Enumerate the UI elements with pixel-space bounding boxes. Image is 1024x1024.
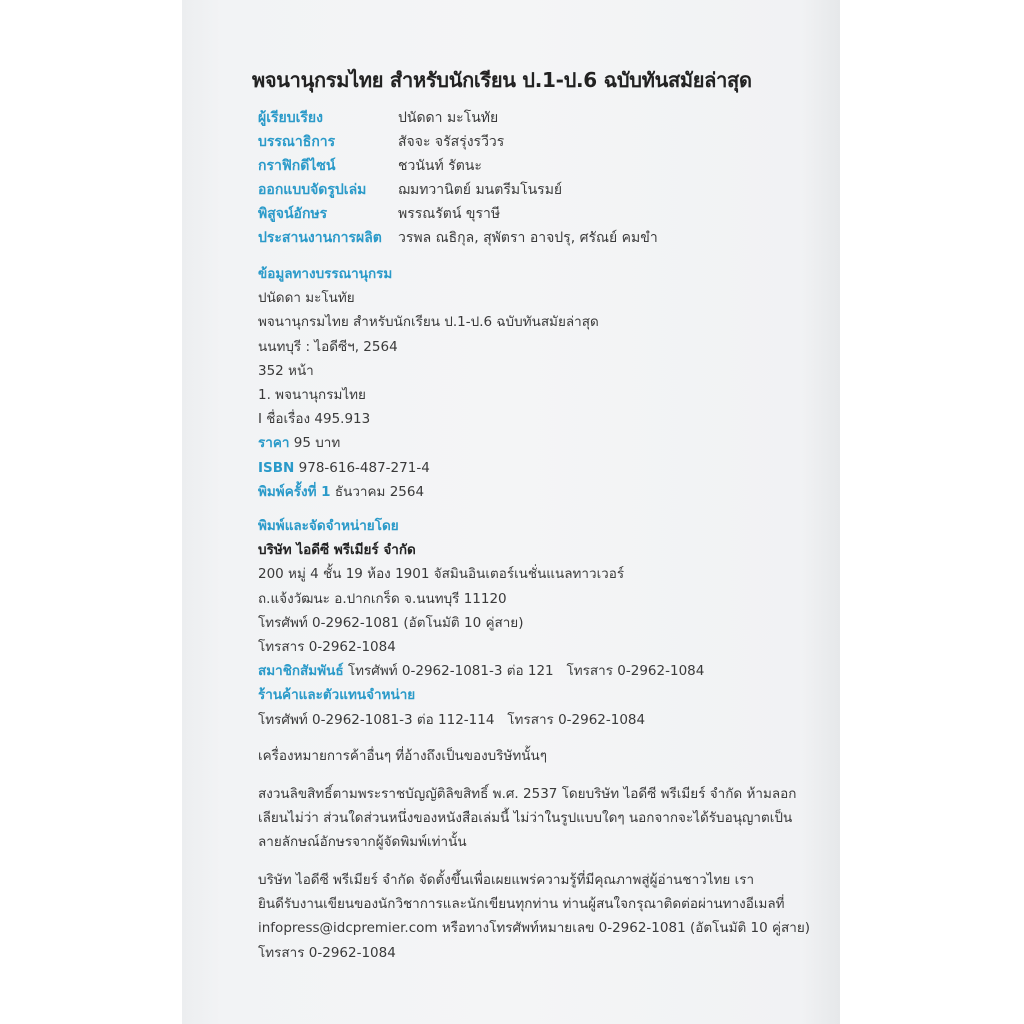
dealers-label: ร้านค้าและตัวแทนจำหน่าย <box>258 687 416 704</box>
credit-row <box>258 202 658 226</box>
catalog-subject: 1. พจนานุกรมไทย <box>258 386 366 403</box>
publisher-address-1: 200 หมู่ 4 ชั้น 19 ห้อง 1901 จัสมินอินเตอร์เนชั่นแนลทาวเวอร์ <box>258 566 625 583</box>
publisher-name: บริษัท ไอดีซี พรีเมียร์ จำกัด <box>258 542 416 559</box>
credit-role: ประสานงานการผลิต <box>258 230 382 246</box>
about-line: โทรสาร 0-2962-1084 <box>258 944 396 961</box>
catalog-isbn <box>258 456 599 480</box>
book-title: พจนานุกรมไทย สำหรับนักเรียน ป.1-ป.6 ฉบับทันสมัยล่าสุด <box>252 68 752 92</box>
copyright-line: สงวนลิขสิทธิ์ตามพระราชบัญญัติลิขสิทธิ์ พ.ศ. 2537 โดยบริษัท ไอดีซี พรีเมียร์ จำกัด ห้ามลอก <box>258 786 797 802</box>
credit-row <box>258 226 658 250</box>
credit-name: ชวนันท์ รัตนะ <box>398 158 482 174</box>
credit-row <box>258 130 658 154</box>
credits-list <box>258 106 658 250</box>
members-contact <box>258 659 704 683</box>
credit-name: ฌมทวานิตย์ มนตรีมโนรมย์ <box>398 182 563 198</box>
isbn-value: 978-616-487-271-4 <box>298 459 430 476</box>
credit-name: พรรณรัตน์ ขุราษี <box>398 206 501 222</box>
credit-name: สัจจะ จรัสรุ่งรวีวร <box>398 134 505 150</box>
publisher-section <box>258 514 704 732</box>
catalog-price <box>258 431 599 455</box>
copyright-line: เลียนไม่ว่า ส่วนใดส่วนหนึ่งของหนังสือเล่มนี้ ไม่ว่าในรูปแบบใดๆ นอกจากจะได้รับอนุญาตเป็น <box>258 810 793 827</box>
edition-value: ธันวาคม 2564 <box>334 483 425 500</box>
members-contact-text: โทรศัพท์ 0-2962-1081-3 ต่อ 121 โทรสาร 0-2962-1084 <box>347 663 705 680</box>
credit-name: วรพล ณธิกุล, สุพัตรา อาจปรุ, ศรัณย์ คมขำ <box>398 230 658 246</box>
members-label: สมาชิกสัมพันธ์ <box>258 663 344 680</box>
catalog-edition <box>258 480 599 504</box>
credit-role: บรรณาธิการ <box>258 134 336 150</box>
trademark-note: เครื่องหมายการค้าอื่นๆ ที่อ้างถึงเป็นของบริษัทนั้นๆ <box>258 748 547 764</box>
credit-role: พิสูจน์อักษร <box>258 206 328 222</box>
publisher-phone: โทรศัพท์ 0-2962-1081 (อัตโนมัติ 10 คู่สาย) <box>258 614 524 631</box>
catalog-imprint: นนทบุรี : ไอดีซีฯ, 2564 <box>258 338 398 355</box>
copyright-line: ลายลักษณ์อักษรจากผู้จัดพิมพ์เท่านั้น <box>258 834 467 851</box>
about-line: ยินดีรับงานเขียนของนักวิชาการและนักเขียนทุกท่าน ท่านผู้สนใจกรุณาติดต่อผ่านทางอีเมลที่ <box>258 896 785 913</box>
edition-label: พิมพ์ครั้งที่ 1 <box>258 483 331 500</box>
credit-name: ปนัดดา มะโนทัย <box>398 110 499 126</box>
catalog-section <box>258 262 599 504</box>
price-label: ราคา <box>258 435 290 452</box>
about-line: บริษัท ไอดีซี พรีเมียร์ จำกัด จัดตั้งขึ้นเพื่อเผยแพร่ความรู้ที่มีคุณภาพสู่ผู้อ่านชาวไทย เรา <box>258 872 755 888</box>
credit-row <box>258 106 658 130</box>
about-publisher <box>258 868 818 965</box>
copyright-notice <box>258 782 818 855</box>
catalog-book-title: พจนานุกรมไทย สำหรับนักเรียน ป.1-ป.6 ฉบับทันสมัยล่าสุด <box>258 314 599 331</box>
publisher-heading: พิมพ์และจัดจำหน่ายโดย <box>258 518 399 534</box>
credit-role: ผู้เรียบเรียง <box>258 110 323 126</box>
about-line: infopress@idcpremier.com หรือทางโทรศัพท์หมายเลข 0-2962-1081 (อัตโนมัติ 10 คู่สาย) <box>258 920 811 937</box>
dealers-contact: โทรศัพท์ 0-2962-1081-3 ต่อ 112-114 โทรสาร 0-2962-1084 <box>258 711 646 728</box>
catalog-author: ปนัดดา มะโนทัย <box>258 290 355 307</box>
credit-role: ออกแบบจัดรูปเล่ม <box>258 182 367 198</box>
credit-role: กราฟิกดีไซน์ <box>258 158 336 174</box>
catalog-pages: 352 หน้า <box>258 362 314 379</box>
credit-row <box>258 178 658 202</box>
price-value: 95 บาท <box>293 435 341 452</box>
publisher-fax: โทรสาร 0-2962-1084 <box>258 638 396 655</box>
catalog-classification: I ชื่อเรื่อง 495.913 <box>258 411 371 428</box>
book-page <box>182 0 840 1024</box>
publisher-address-2: ถ.แจ้งวัฒนะ อ.ปากเกร็ด จ.นนทบุรี 11120 <box>258 590 507 607</box>
catalog-heading: ข้อมูลทางบรรณานุกรม <box>258 266 393 282</box>
credit-row <box>258 154 658 178</box>
isbn-label: ISBN <box>258 459 295 476</box>
